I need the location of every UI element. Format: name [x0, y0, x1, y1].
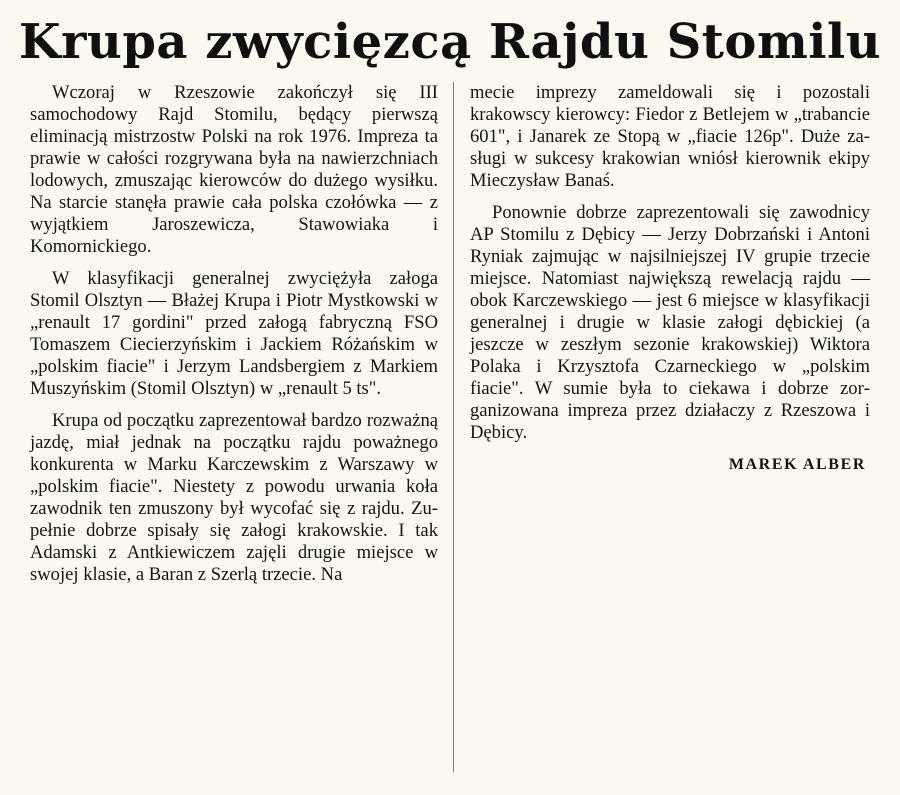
article-headline: Krupa zwycięzcą Rajdu Stomilu	[18, 14, 882, 70]
paragraph: Wczoraj w Rzeszowie zakończył się III samochodowy Rajd Stomilu, będący pierwszą eliminacją mistrzostw Polski na rok 1976. Impreza ta prawie w całości rozgrywana była na nawierzchniach lodowych, zmuszając kierowców do dużego wysiłku. Na starcie stanęła prawie cała polska czołówka — z wyjątkiem Jaroszewicza, Stawowiaka i Komornickiego.	[30, 82, 438, 257]
author-signature: MAREK ALBER	[728, 456, 866, 473]
paragraph: mecie imprezy zameldowali się i pozostali krakowscy kierowcy: Fiedor z Betlejem w „trabancie 601", i Janarek ze Stopą w „fiacie 126p". Duże zasługi w sukcesy krakowian wniósł kierownik ekipy Mieczysław Banaś.	[470, 82, 870, 191]
paragraph: Ponownie dobrze zaprezentowali się zawodnicy AP Stomilu z Dębicy — Jerzy Dobrzański i Antoni Ryniak zajmując w najsilniejszej IV grupie trzecie miejsce. Natomiast największą rewelacją rajdu — obok Karczewskiego — jest 6 miejsce w klasyfikacji generalnej i drugie w klasie załogi dębickiej (a jeszcze w zeszłym sezonie krakowskiej) Wiktora Polaka i Krzysztofa Czarneckiego w „polskim fiacie". W sumie była to ciekawa i dobrze zorganizowana impreza przez działaczy z Rzeszowa i Dębicy.	[470, 202, 870, 443]
paragraph: Krupa od początku zaprezentował bardzo rozważną jazdę, miał jednak na początku rajdu poważnego konkurenta w Marku Karczewskim z Warszawy w „polskim fiacie". Niestety z powodu urwania koła zawodnik ten zmuszony był wycofać się z rajdu. Zupełnie dobrze spisały się załogi krakowskie. I tak Adamski z Antkiewiczem zajęli drugie miejsce w swojej klasie, a Baran z Szerlą trzecie. Na	[30, 410, 438, 585]
right-column	[470, 82, 870, 476]
left-column	[30, 82, 438, 596]
paragraph: W klasyfikacji generalnej zwyciężyła załoga Stomil Olsztyn — Błażej Krupa i Piotr Mystkowski w „renault 17 gordini" przed załogą fabryczną FSO Tomaszem Ciecierzyńskim i Jackiem Różańskim w „polskim fiacie" i Jerzym Landsbergiem z Markiem Muszyńskim (Stomil Olsztyn) w „renault 5 ts".	[30, 268, 438, 399]
column-divider	[453, 82, 454, 772]
